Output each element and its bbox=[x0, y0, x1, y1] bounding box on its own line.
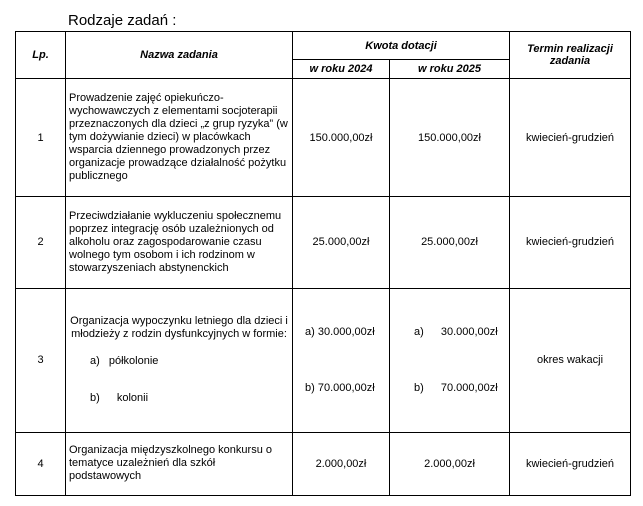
amount-2024-a: a) 30.000,00zł bbox=[305, 325, 375, 338]
row-task-name bbox=[66, 288, 293, 432]
table-row bbox=[16, 288, 631, 432]
option-a-text: półkolonie bbox=[108, 355, 159, 368]
header-row bbox=[16, 32, 631, 60]
row-term: kwiecień-grudzień bbox=[510, 432, 631, 495]
amount-2025-a-value: 30.000,00zł bbox=[440, 325, 498, 338]
row-task-name: Przeciwdziałanie wykluczeniu społecznemu poprzez integrację osób uzależnionych od alkoholu oraz zagospodarowanie czasu wolnego tym osobom i ich rodzinom w stowarzyszeniach abstynenckich bbox=[66, 197, 293, 289]
row-amount-2025: 2.000,00zł bbox=[390, 432, 510, 495]
row-amount-2024: 2.000,00zł bbox=[293, 432, 390, 495]
option-b bbox=[70, 392, 288, 405]
tasks-table bbox=[15, 31, 631, 496]
row-lp: 1 bbox=[16, 79, 66, 197]
row-term: kwiecień-grudzień bbox=[510, 79, 631, 197]
row-lp: 2 bbox=[16, 197, 66, 289]
header-year-2024: w roku 2024 bbox=[293, 60, 390, 79]
option-b-text: kolonii bbox=[116, 392, 149, 405]
row-task-name: Organizacja międzyszkolnego konkursu o tematyce uzależnień dla szkół podstawowych bbox=[66, 432, 293, 495]
header-term: Termin realizacji zadania bbox=[510, 32, 631, 79]
row-amount-2025: 150.000,00zł bbox=[390, 79, 510, 197]
row-amount-2024: 150.000,00zł bbox=[293, 79, 390, 197]
amount-2024-b: b) 70.000,00zł bbox=[305, 381, 375, 394]
option-b-label: b) bbox=[90, 392, 100, 405]
amount-2025-b-label: b) bbox=[414, 381, 424, 394]
option-a bbox=[70, 355, 288, 368]
table-row bbox=[16, 432, 631, 495]
page-title: Rodzaje zadań : bbox=[68, 12, 177, 29]
row-amount-2024: 25.000,00zł bbox=[293, 197, 390, 289]
header-amount: Kwota dotacji bbox=[293, 32, 510, 60]
row-amount-2025: 25.000,00zł bbox=[390, 197, 510, 289]
amount-2025-b-value: 70.000,00zł bbox=[440, 381, 498, 394]
row-term: kwiecień-grudzień bbox=[510, 197, 631, 289]
header-lp: Lp. bbox=[16, 32, 66, 79]
table-row bbox=[16, 79, 631, 197]
row-lp: 3 bbox=[16, 288, 66, 432]
amount-2025-a bbox=[414, 326, 509, 339]
row-task-name-text: Organizacja wypoczynku letniego dla dzieci i młodzieży z rodzin dysfunkcyjnych w formie: bbox=[70, 315, 288, 341]
row-amount-2025 bbox=[390, 288, 510, 432]
row-term: okres wakacji bbox=[510, 288, 631, 432]
amount-2025-b bbox=[414, 382, 509, 395]
row-task-name: Prowadzenie zajęć opiekuńczo-wychowawczych z elementami socjoterapii przeznaczonych dla dzieci „z grup ryzyka” (w tym dożywianie dzieci) w placówkach wsparcia dziennego prowadzonych przez organizacje prowadzące działalność pożytku publicznego bbox=[66, 79, 293, 197]
row-amount-2024 bbox=[293, 288, 390, 432]
header-name: Nazwa zadania bbox=[66, 32, 293, 79]
table-row bbox=[16, 197, 631, 289]
amount-2025-a-label: a) bbox=[414, 325, 424, 338]
row-lp: 4 bbox=[16, 432, 66, 495]
option-a-label: a) bbox=[90, 355, 100, 368]
header-year-2025: w roku 2025 bbox=[390, 60, 510, 79]
